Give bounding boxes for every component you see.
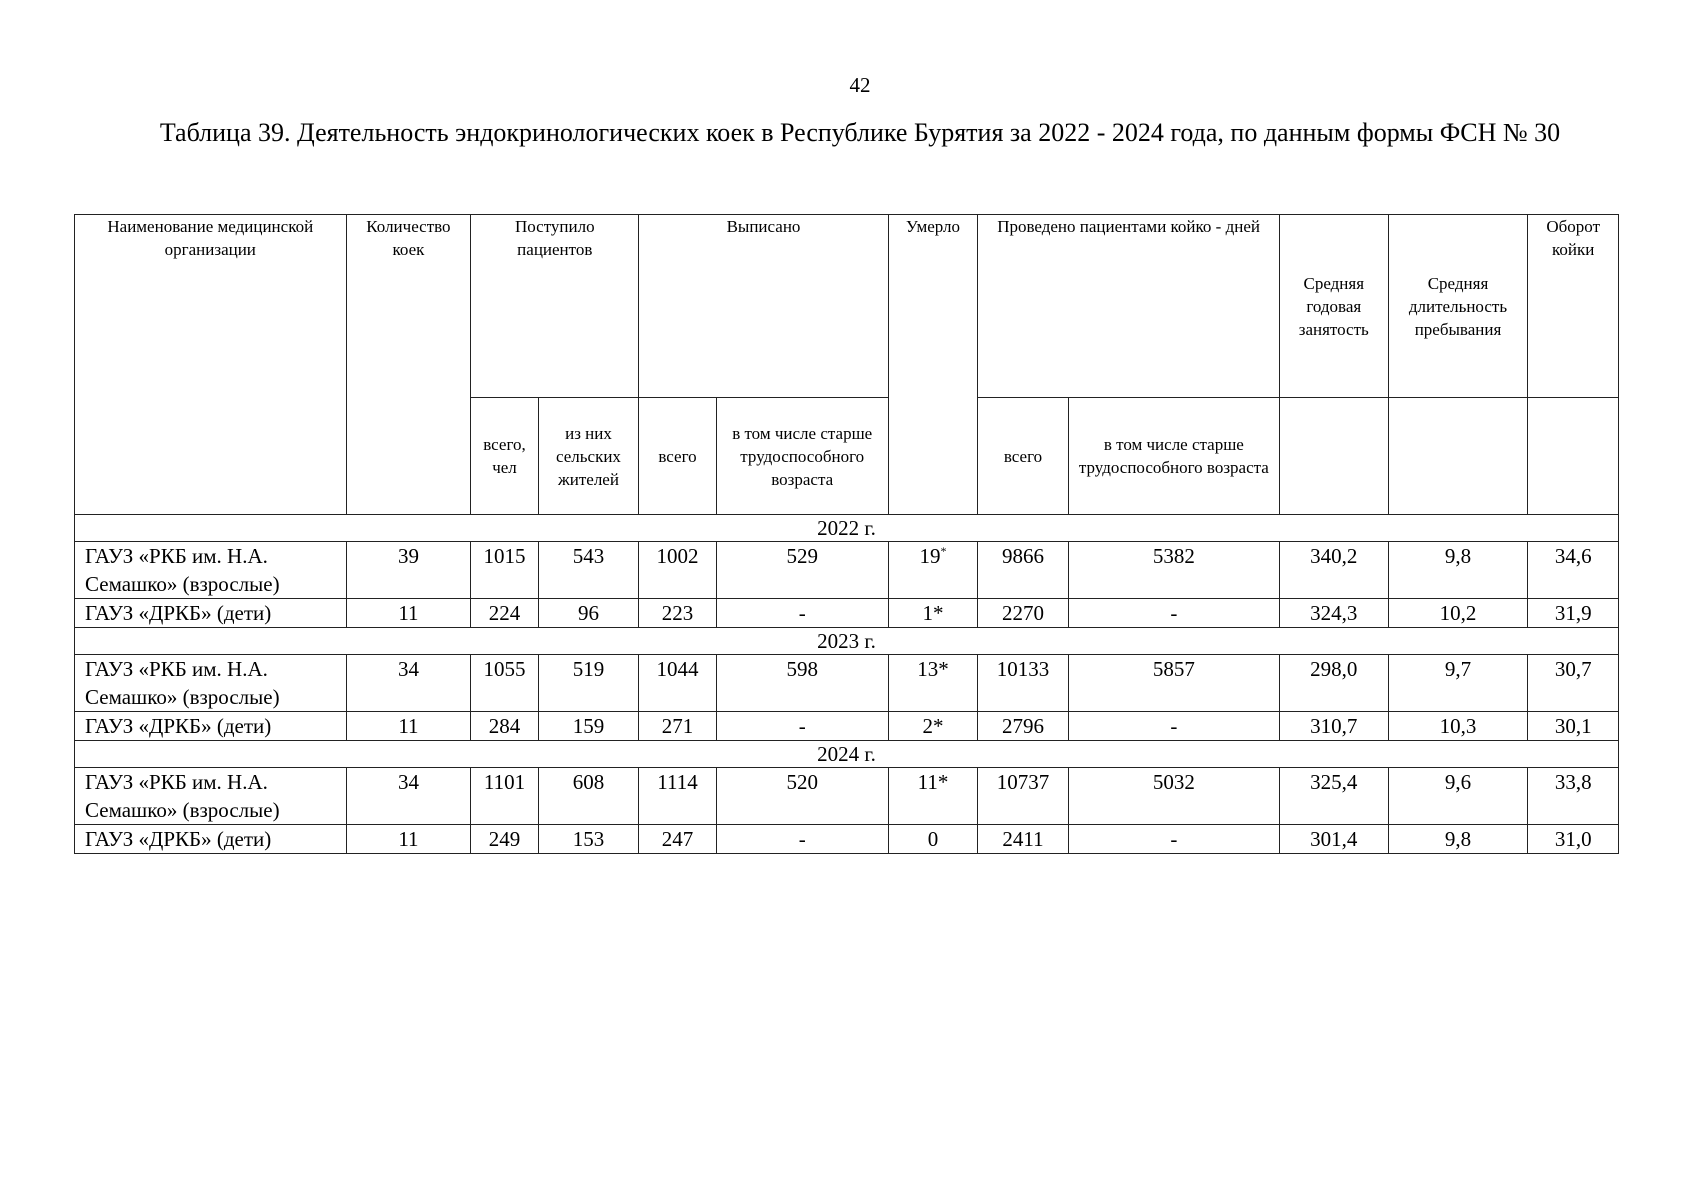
table-body [75,515,1619,854]
died-cell: 1* [888,599,978,628]
stay-cell: 10,3 [1388,712,1528,741]
admitted-rural-cell: 159 [538,712,639,741]
bed-days-total-cell: 2270 [978,599,1069,628]
beds-cell: 34 [346,768,471,825]
bed-days-elderly-cell: 5857 [1068,655,1279,712]
turnover-cell: 30,7 [1528,655,1619,712]
header-beds: Количество коек [346,215,471,515]
table-row [75,599,1619,628]
discharged-total-cell: 1044 [639,655,716,712]
bed-days-total-cell: 10133 [978,655,1069,712]
table-row [75,542,1619,599]
turnover-cell: 31,0 [1528,825,1619,854]
beds-cell: 34 [346,655,471,712]
header-admitted: Поступило пациентов [471,215,639,398]
admitted-total-cell: 284 [471,712,538,741]
turnover-cell: 31,9 [1528,599,1619,628]
stay-cell: 9,8 [1388,542,1528,599]
table-row [75,768,1619,825]
discharged-elderly-cell: 529 [716,542,888,599]
died-cell: 2* [888,712,978,741]
discharged-elderly-cell: - [716,599,888,628]
header-admitted-total: всего, чел [471,398,538,515]
year-label: 2023 г. [75,628,1619,655]
admitted-total-cell: 224 [471,599,538,628]
header-bed-days: Проведено пациентами койко - дней [978,215,1280,398]
year-label: 2024 г. [75,741,1619,768]
header-bed-days-elderly: в том числе старше трудоспособного возраста [1068,398,1279,515]
header-discharged-total: всего [639,398,716,515]
discharged-total-cell: 1114 [639,768,716,825]
bed-days-total-cell: 2796 [978,712,1069,741]
beds-cell: 11 [346,712,471,741]
admitted-total-cell: 1101 [471,768,538,825]
header-avg-occupancy: Средняя годовая занятость [1279,215,1388,398]
occupancy-cell: 324,3 [1279,599,1388,628]
stay-cell: 9,7 [1388,655,1528,712]
died-cell [888,542,978,599]
beds-cell: 39 [346,542,471,599]
table-header [75,215,1619,515]
turnover-cell: 34,6 [1528,542,1619,599]
header-admitted-rural: из них сельских жителей [538,398,639,515]
turnover-cell: 33,8 [1528,768,1619,825]
discharged-elderly-cell: - [716,712,888,741]
discharged-elderly-cell: - [716,825,888,854]
admitted-total-cell: 1015 [471,542,538,599]
occupancy-cell: 298,0 [1279,655,1388,712]
table-title: Таблица 39. Деятельность эндокринологических коек в Республике Бурятия за 2022 - 2024 года, по данным формы ФСН № 30 [159,118,1561,147]
beds-cell: 11 [346,825,471,854]
admitted-rural-cell: 519 [538,655,639,712]
bed-days-total-cell: 2411 [978,825,1069,854]
header-discharged-elderly: в том числе старше трудоспособного возраста [716,398,888,515]
bed-days-elderly-cell: - [1068,712,1279,741]
died-cell: 0 [888,825,978,854]
admitted-rural-cell: 96 [538,599,639,628]
beds-cell: 11 [346,599,471,628]
stay-cell: 9,6 [1388,768,1528,825]
admitted-total-cell: 1055 [471,655,538,712]
table-row [75,655,1619,712]
stay-cell: 9,8 [1388,825,1528,854]
page-number: 42 [849,73,871,97]
endocrinology-beds-table [74,214,1619,854]
occupancy-cell: 325,4 [1279,768,1388,825]
bed-days-elderly-cell: 5382 [1068,542,1279,599]
header-empty-cell [1388,398,1528,515]
discharged-total-cell: 247 [639,825,716,854]
died-cell: 11* [888,768,978,825]
header-bed-days-total: всего [978,398,1069,515]
stay-cell: 10,2 [1388,599,1528,628]
org-name-cell: ГАУЗ «ДРКБ» (дети) [75,825,347,854]
table-row [75,825,1619,854]
discharged-elderly-cell: 598 [716,655,888,712]
admitted-rural-cell: 608 [538,768,639,825]
discharged-elderly-cell: 520 [716,768,888,825]
admitted-rural-cell: 543 [538,542,639,599]
header-empty-cell [1528,398,1619,515]
org-name-cell: ГАУЗ «ДРКБ» (дети) [75,599,347,628]
org-name-cell: ГАУЗ «РКБ им. Н.А. Семашко» (взрослые) [75,768,347,825]
bed-days-elderly-cell: - [1068,825,1279,854]
table-row [75,712,1619,741]
header-avg-stay: Средняя длительность пребывания [1388,215,1528,398]
occupancy-cell: 340,2 [1279,542,1388,599]
died-cell: 13* [888,655,978,712]
org-name-cell: ГАУЗ «РКБ им. Н.А. Семашко» (взрослые) [75,655,347,712]
discharged-total-cell: 1002 [639,542,716,599]
header-died: Умерло [888,215,978,515]
occupancy-cell: 301,4 [1279,825,1388,854]
header-turnover: Оборот койки [1528,215,1619,398]
header-org-name: Наименование медицинской организации [75,215,347,515]
turnover-cell: 30,1 [1528,712,1619,741]
bed-days-total-cell: 9866 [978,542,1069,599]
discharged-total-cell: 223 [639,599,716,628]
bed-days-elderly-cell: - [1068,599,1279,628]
year-label: 2022 г. [75,515,1619,542]
discharged-total-cell: 271 [639,712,716,741]
footnote-mark: * [940,544,947,558]
org-name-cell: ГАУЗ «ДРКБ» (дети) [75,712,347,741]
died-value: 19 [919,544,941,568]
bed-days-total-cell: 10737 [978,768,1069,825]
occupancy-cell: 310,7 [1279,712,1388,741]
header-discharged: Выписано [639,215,888,398]
admitted-rural-cell: 153 [538,825,639,854]
admitted-total-cell: 249 [471,825,538,854]
header-empty-cell [1279,398,1388,515]
bed-days-elderly-cell: 5032 [1068,768,1279,825]
org-name-cell: ГАУЗ «РКБ им. Н.А. Семашко» (взрослые) [75,542,347,599]
